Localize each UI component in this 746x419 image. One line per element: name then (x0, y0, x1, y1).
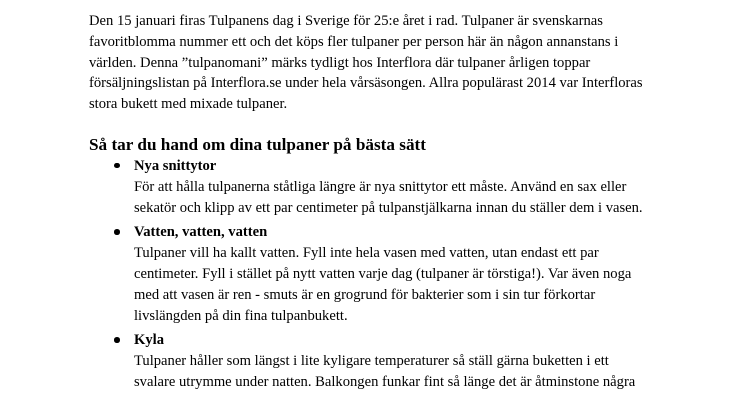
bullet-icon (114, 163, 120, 169)
bullet-icon (114, 229, 120, 235)
tip-title: Vatten, vatten, vatten (134, 224, 268, 241)
section-heading: Så tar du hand om dina tulpaner på bästa sätt (89, 134, 427, 154)
tips-list (89, 156, 649, 393)
list-item (89, 222, 649, 326)
tip-title: Kyla (134, 332, 164, 349)
tip-text: Tulpaner håller som längst i lite kyligare temperaturer så ställ gärna buketten i ett svalare utrymme under natten. Balkongen funkar fint så länge det är åtminstone några (134, 353, 636, 390)
tip-text: Tulpaner vill ha kallt vatten. Fyll inte hela vasen med vatten, utan endast ett par centimeter. Fyll i stället på nytt vatten varje dag (tulpaner är törstiga!). Var även noga med att vasen är ren - smuts är en grogrund för bakterier som i sin tur förkortar livslängden på din fina tulpanbukett. (134, 245, 632, 324)
list-item (89, 330, 649, 392)
list-item (89, 156, 649, 218)
intro-paragraph: Den 15 januari firas Tulpanens dag i Sverige för 25:e året i rad. Tulpaner är svenskarnas favoritblomma nummer ett och det köps fler tulpaner per person här än någon annanstans i världen. Denna ”tulpanomani” märks tydligt hos Interflora där tulpaner årligen toppar försäljningslistan på Interflora.se under hela vårsäsongen. Allra populärast 2014 var Interfloras stora bukett med mixade tulpaner. (89, 13, 643, 113)
bullet-icon (114, 337, 120, 343)
document-page (89, 11, 649, 393)
tip-title: Nya snittytor (134, 157, 217, 174)
tip-text: För att hålla tulpanerna ståtliga längre är nya snittytor ett måste. Använd en sax eller sekatör och klipp av ett par centimeter på tulpanstjälkarna innan du ställer dem i vasen. (134, 178, 643, 216)
